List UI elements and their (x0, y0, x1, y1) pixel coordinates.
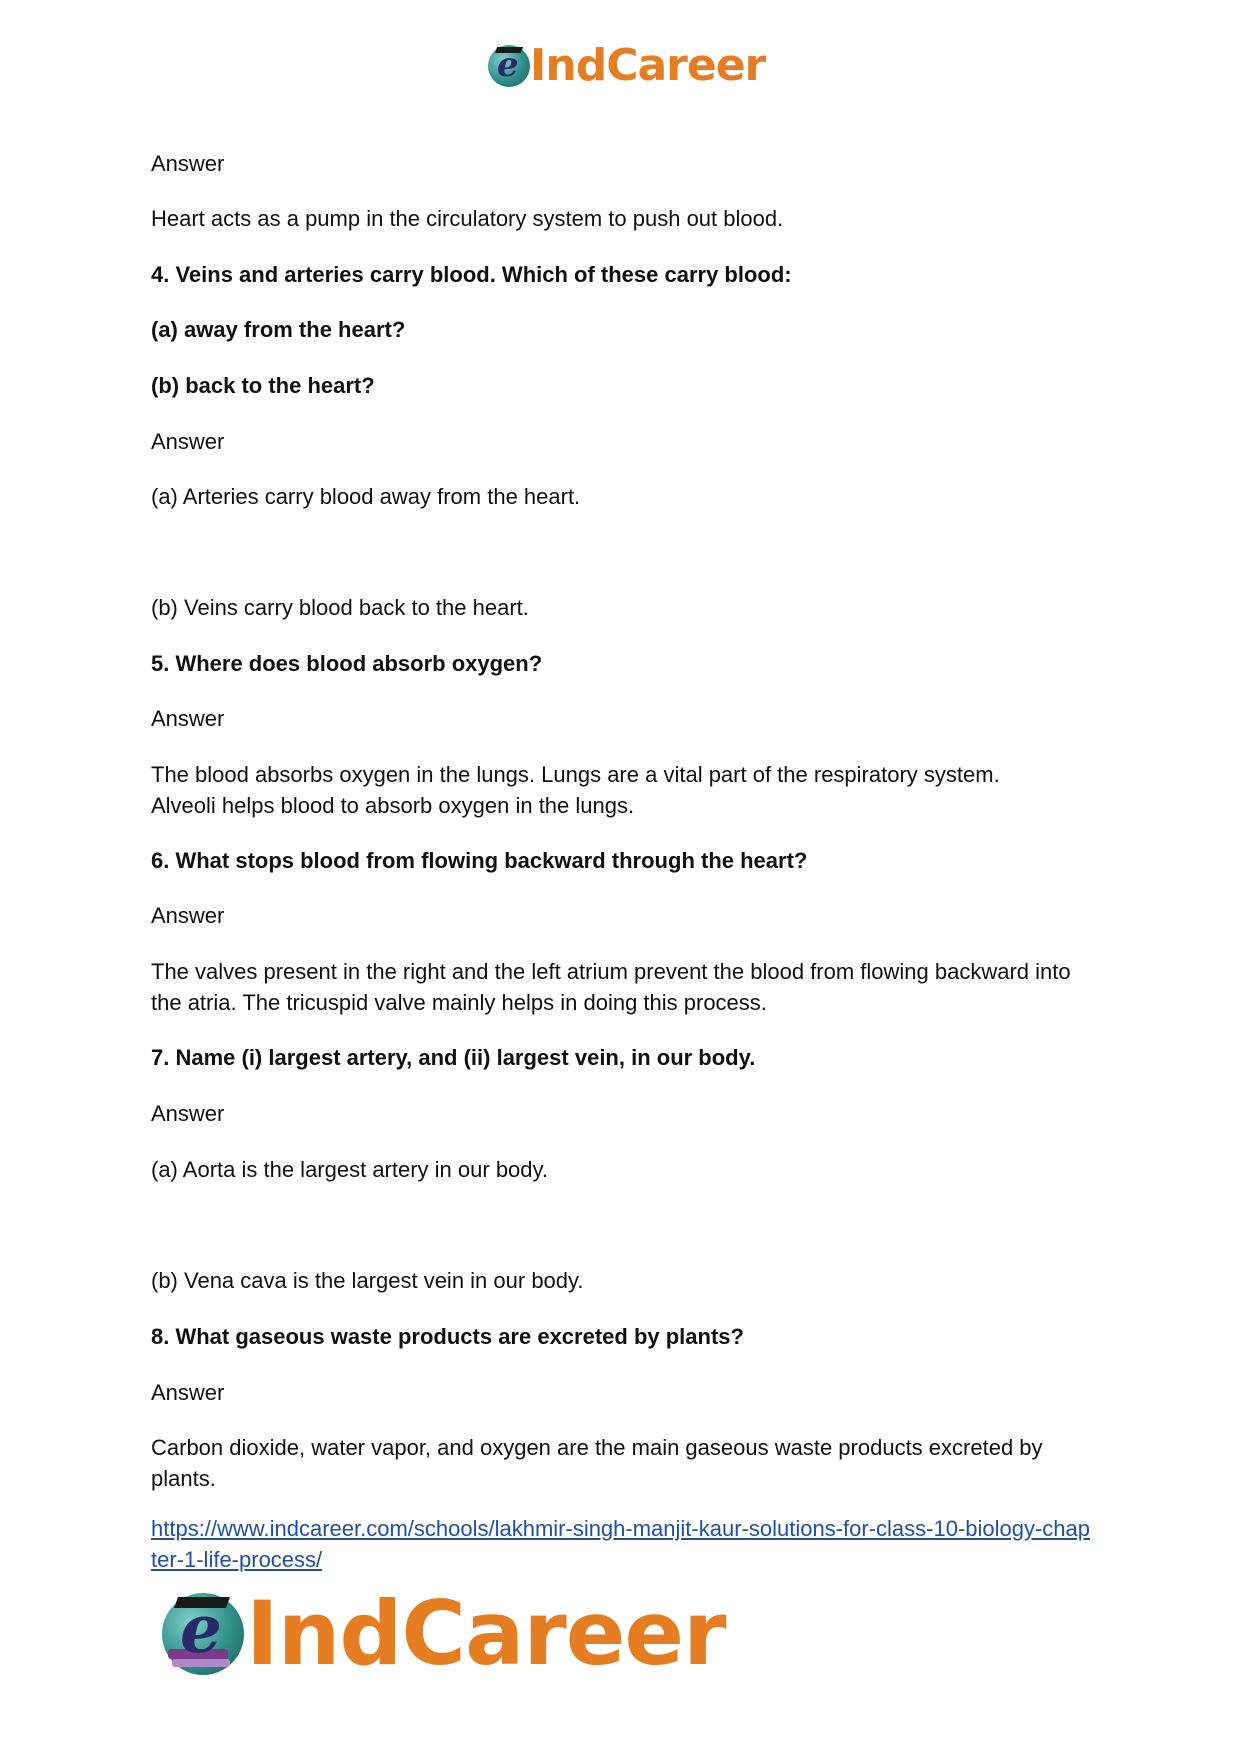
question-heading: (a) away from the heart? (151, 317, 406, 342)
question-heading: 4. Veins and arteries carry blood. Which of these carry blood: (151, 262, 792, 287)
paragraph: (a) Arteries carry blood away from the heart. (151, 484, 581, 509)
question-heading: (b) back to the heart? (151, 373, 375, 398)
paragraph: The blood absorbs oxygen in the lungs. Lungs are a vital part of the respiratory system. Alveoli helps blood to absorb oxygen in the lungs. (151, 762, 1000, 818)
question-heading: 7. Name (i) largest artery, and (ii) largest vein, in our body. (151, 1045, 756, 1070)
paragraph: (b) Veins carry blood back to the heart. (151, 595, 529, 620)
paragraph: Answer (151, 903, 225, 928)
header-logo (488, 42, 765, 90)
paragraph: Answer (151, 151, 225, 176)
question-heading: 5. Where does blood absorb oxygen? (151, 651, 543, 676)
paragraph: The valves present in the right and the left atrium prevent the blood from flowing backward into the atria. The tricuspid valve mainly helps in doing this process. (151, 959, 1071, 1015)
footer-logo-text: IndCareer (246, 1582, 726, 1685)
logo-mark: e (180, 1590, 222, 1668)
question-heading: 8. What gaseous waste products are excreted by plants? (151, 1324, 744, 1349)
paragraph: Answer (151, 1101, 225, 1126)
paragraph: Heart acts as a pump in the circulatory system to push out blood. (151, 206, 784, 231)
logo-mark: e (497, 45, 519, 85)
paragraph: (b) Vena cava is the largest vein in our body. (151, 1268, 584, 1293)
footer-logo (162, 1582, 726, 1685)
logo-globe-icon (488, 45, 530, 87)
logo-globe-icon (162, 1590, 244, 1675)
source-link[interactable]: https://www.indcareer.com/schools/lakhmir-singh-manjit-kaur-solutions-for-class-10-biology-chapter-1-life-process/ (151, 1516, 1091, 1572)
paragraph: Answer (151, 706, 225, 731)
paragraph: Answer (151, 1380, 225, 1405)
paragraph: Carbon dioxide, water vapor, and oxygen are the main gaseous waste products excreted by plants. (151, 1435, 1043, 1491)
paragraph: (a) Aorta is the largest artery in our body. (151, 1157, 548, 1182)
paragraph: Answer (151, 429, 225, 454)
question-heading: 6. What stops blood from flowing backward through the heart? (151, 848, 808, 873)
header-logo-text: IndCareer (530, 40, 766, 91)
